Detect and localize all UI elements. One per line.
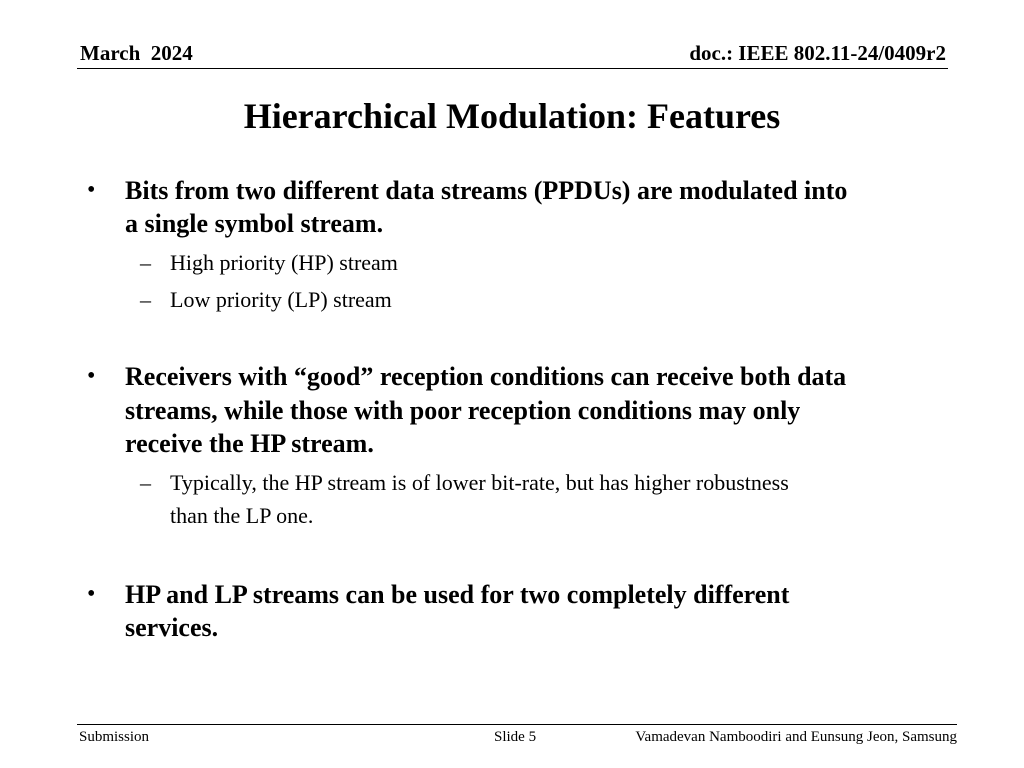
bullet-2-sub-1-line-1: Typically, the HP stream is of lower bit-rate, but has higher robustness [170, 470, 789, 495]
bullet-2-sub-1-line-2: than the LP one. [170, 503, 314, 528]
bullet-1-sub-1: High priority (HP) stream [170, 250, 398, 275]
footer-submission: Submission [79, 729, 150, 745]
bullet-3-line-2: services. [125, 613, 219, 642]
bullet-1-line-1: Bits from two different data streams (PPDUs) are modulated into [125, 176, 848, 205]
header-date: March 2024 [80, 41, 193, 65]
bullet-2-line-3: receive the HP stream. [125, 429, 374, 458]
bullet-2-line-1: Receivers with “good” reception conditions can receive both data [125, 362, 847, 391]
slide-title: Hierarchical Modulation: Features [243, 96, 781, 136]
header-doc-id: doc.: IEEE 802.11-24/0409r2 [689, 41, 946, 65]
sub-bullet-marker: – [140, 287, 151, 312]
bullet-2-line-2: streams, while those with poor reception conditions may only [125, 396, 801, 425]
bullet-marker: • [87, 581, 96, 607]
sub-bullet-marker: – [140, 470, 151, 495]
bullet-marker: • [87, 363, 96, 389]
bullet-1-sub-2: Low priority (LP) stream [170, 287, 392, 312]
bullet-1-line-2: a single symbol stream. [125, 209, 384, 238]
sub-bullet-marker: – [140, 250, 151, 275]
footer-divider [77, 724, 957, 725]
bullet-3-line-1: HP and LP streams can be used for two completely different [125, 580, 790, 609]
header-divider [77, 68, 948, 69]
footer-authors: Vamadevan Namboodiri and Eunsung Jeon, Samsung [635, 729, 957, 745]
bullet-marker: • [87, 177, 96, 203]
footer-slide-number: Slide 5 [494, 729, 537, 745]
